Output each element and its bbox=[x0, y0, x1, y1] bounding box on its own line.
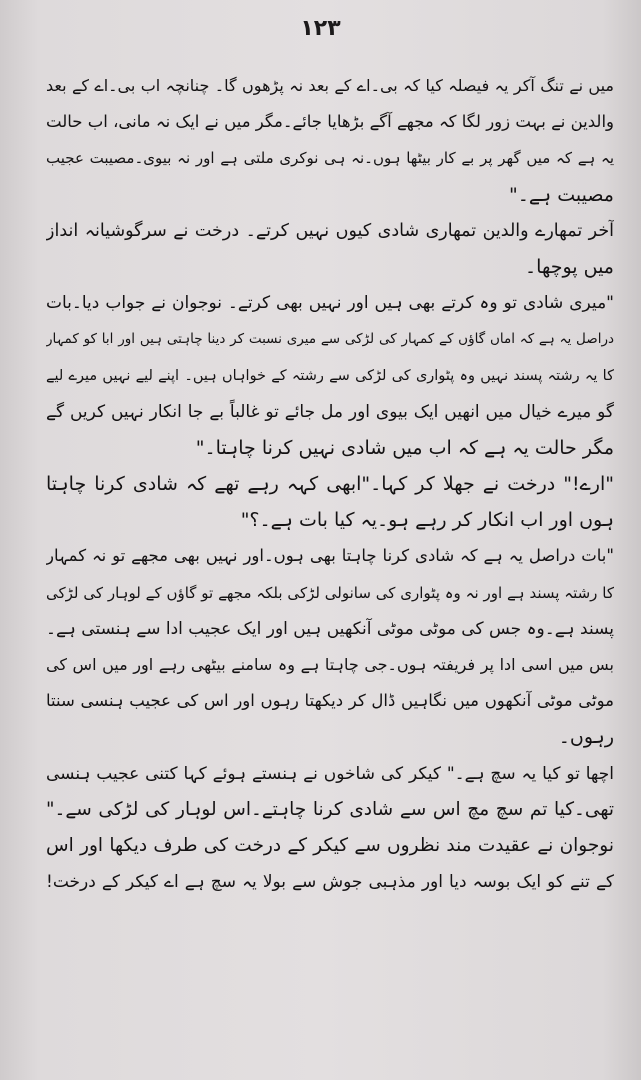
text-line: آخر تمھارے والدین تمھاری شادی کیوں نہیں کرتے۔ درخت نے سرگوشیانہ انداز bbox=[46, 220, 614, 241]
text-line: دراصل یہ ہے کہ اماں گاؤں کے کمہار کی لڑکی سے میری نسبت کر دینا چاہتی ہیں اور ابا کو کمہار bbox=[46, 331, 614, 348]
text-line: موٹی موٹی آنکھوں میں نگاہیں ڈال کر دیکھتا رہوں اور اس کی عجیب ہنسی سنتا bbox=[46, 691, 614, 711]
text-line: "بات دراصل یہ ہے کہ شادی کرنا چاہتا بھی ہوں۔اور نہیں بھی مجھے تو نہ کمہار bbox=[46, 546, 614, 566]
text-line: یہ ہے کہ میں گھر پر بے کار بیٹھا ہوں۔نہ ہی نوکری ملتی ہے اور نہ بیوی۔مصیبت عجیب bbox=[46, 149, 614, 168]
page-number: ۱۲۳ bbox=[300, 16, 341, 41]
text-line: پسند ہے۔وہ جس کی موٹی موٹی آنکھیں ہیں اور ایک عجیب ادا سے ہنستی ہے۔ bbox=[46, 618, 614, 639]
text-line: مصیبت ہے۔" bbox=[509, 183, 614, 206]
text-line: اچھا تو کیا یہ سچ ہے۔" کیکر کی شاخوں نے ہنستے ہوئے کہا کتنی عجیب ہنسی bbox=[46, 763, 614, 784]
text-line: مگر حالت یہ ہے کہ اب میں شادی نہیں کرنا چاہتا۔" bbox=[195, 436, 614, 459]
text-line: کا رشتہ پسند ہے اور نہ وہ پٹواری کی سانولی لڑکی بلکہ مجھے تو گاؤں کے لوہار کی لڑکی bbox=[46, 583, 614, 602]
text-line: رہوں۔ bbox=[558, 726, 614, 749]
text-line: کا یہ رشتہ پسند نہیں وہ پٹواری کی لڑکی سے رشتہ کے خواہاں ہیں۔ اپنے لیے نہیں میرے لیے bbox=[46, 367, 614, 384]
text-line: میں نے تنگ آکر یہ فیصلہ کیا کہ بی۔اے کے بعد نہ پڑھوں گا۔ چنانچہ اب بی۔اے کے بعد bbox=[46, 76, 614, 95]
text-line: "ارے!" درخت نے جھلا کر کہا۔"ابھی کہہ رہے تھے کہ شادی کرنا چاہتا bbox=[46, 473, 614, 496]
text-line: بس میں اسی ادا پر فریفتہ ہوں۔جی چاہتا ہے وہ سامنے بیٹھی رہے اور میں اس کی bbox=[46, 655, 614, 674]
text-line: میں پوچھا۔ bbox=[525, 255, 614, 278]
text-line: نوجوان نے عقیدت مند نظروں سے کیکر کے درخت کی طرف دیکھا اور اس bbox=[46, 834, 614, 856]
text-line: کے تنے کو ایک بوسہ دیا اور مذہبی جوش سے بولا یہ سچ ہے اے کیکر کے درخت! bbox=[46, 872, 614, 893]
text-line: ہوں اور اب انکار کر رہے ہو۔یہ کیا بات ہے۔؟" bbox=[240, 509, 614, 532]
text-line: "میری شادی تو وہ کرتے بھی ہیں اور نہیں بھی کرتے۔ نوجوان نے جواب دیا۔بات bbox=[46, 293, 614, 314]
body-text bbox=[46, 68, 614, 900]
text-line: تھی۔کیا تم سچ مچ اس سے شادی کرنا چاہتے۔اس لوہار کی لڑکی سے۔" bbox=[46, 798, 614, 820]
text-line: گو میرے خیال میں انھیں ایک بیوی اور مل جائے تو غالباً بے جا انکار نہیں کریں گے bbox=[46, 401, 614, 422]
text-line: والدین نے بہت زور لگا کہ مجھے آگے بڑھایا جائے۔مگر میں نے ایک نہ مانی، اب حالت bbox=[46, 112, 614, 132]
